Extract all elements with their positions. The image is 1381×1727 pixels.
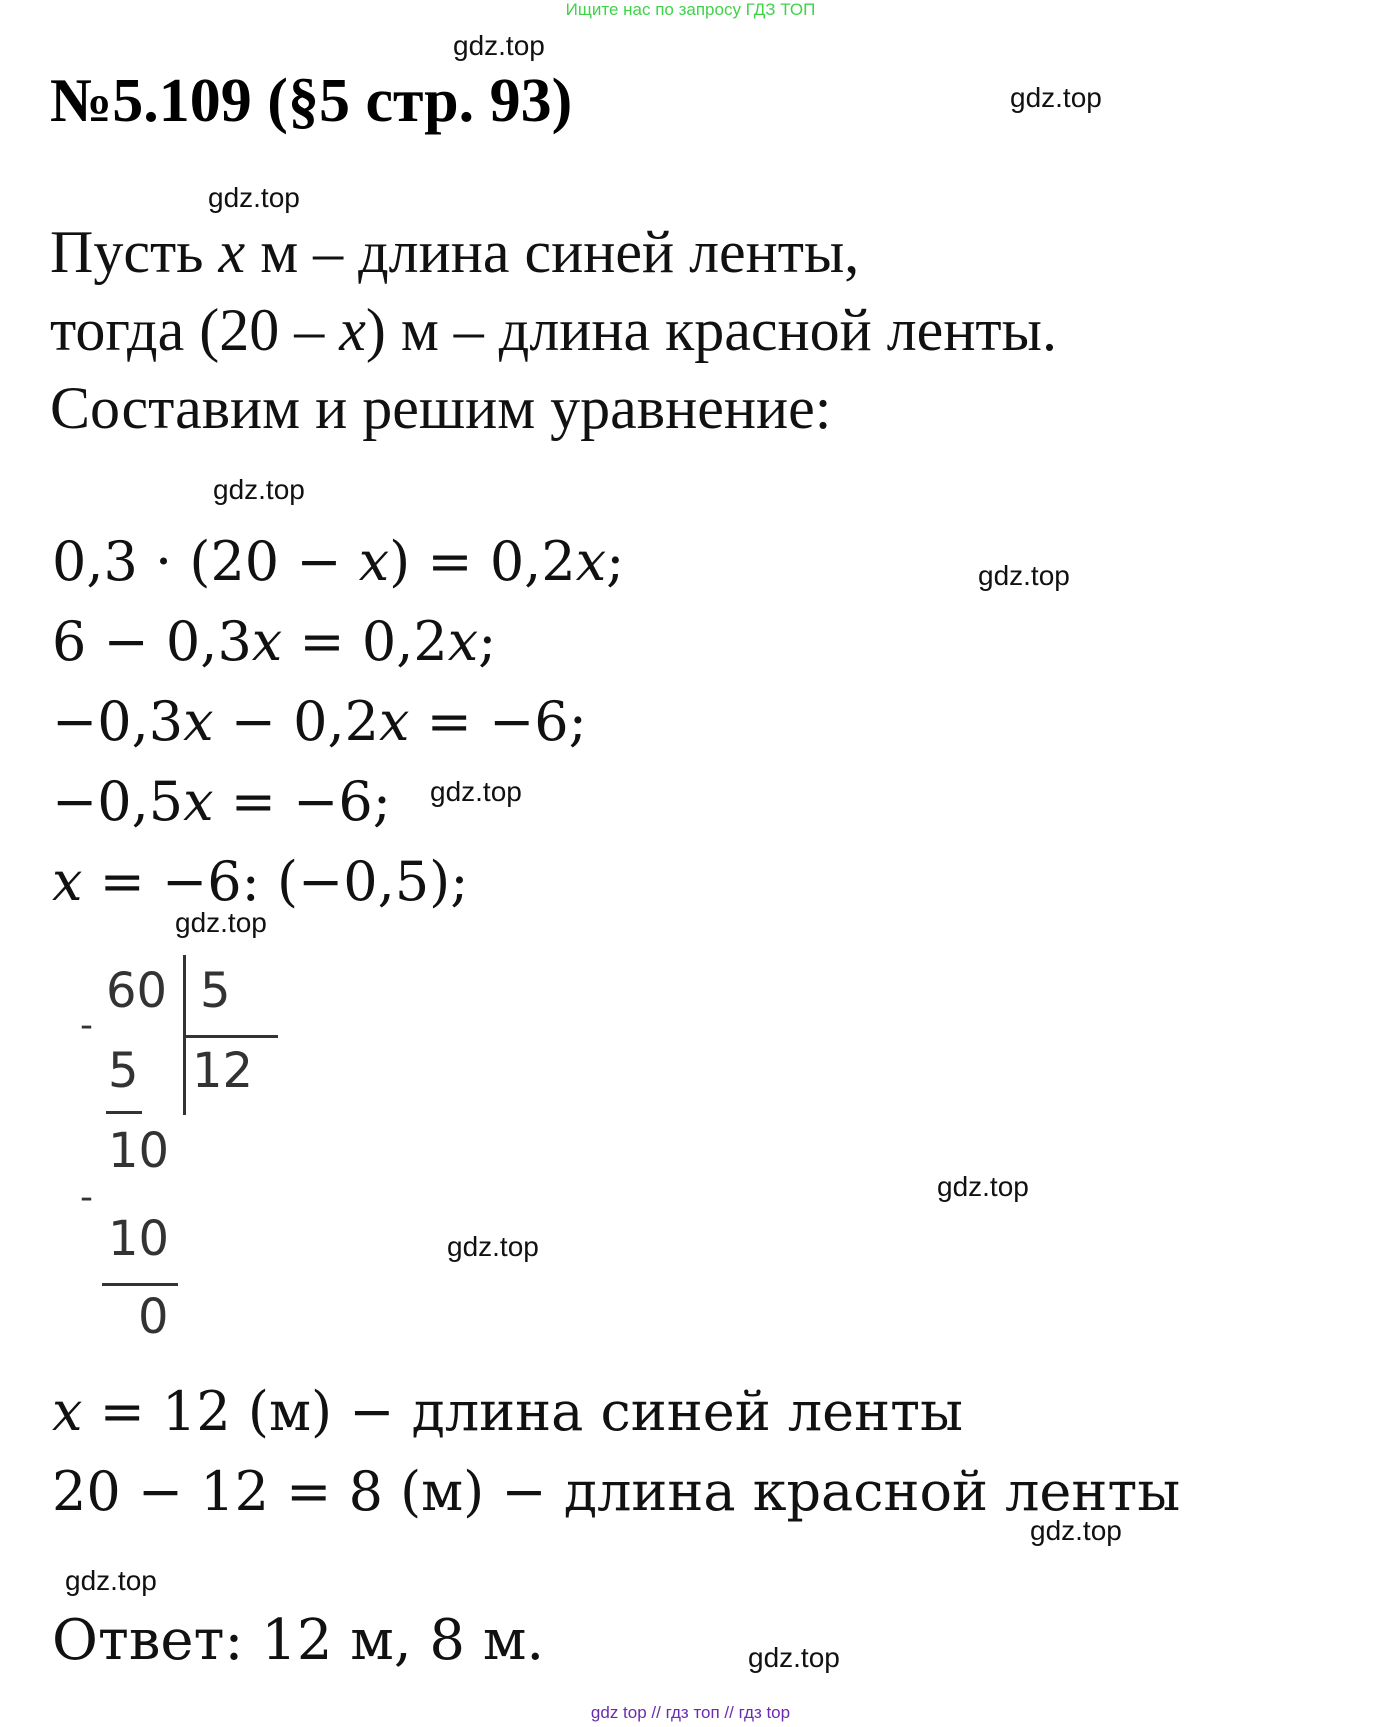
equation-1: 0,3 · (20 − 𝑥) = 0,2𝑥;: [52, 530, 625, 593]
equation-2: 6 − 0,3𝑥 = 0,2𝑥;: [52, 610, 497, 673]
division-rule-2: [102, 1283, 178, 1286]
watermark: gdz.top: [208, 182, 300, 213]
watermark: gdz.top: [453, 30, 545, 61]
answer: Ответ: 12 м, 8 м.: [52, 1608, 545, 1673]
long-division: [80, 955, 300, 1345]
watermark: gdz.top: [213, 474, 305, 505]
division-dividend: 60: [106, 963, 168, 1019]
division-quotient-bar: [183, 1035, 278, 1038]
problem-title: №5.109 (§5 стр. 93): [50, 67, 573, 135]
intro-line-3: Составим и решим уравнение:: [50, 375, 832, 441]
minus-sign: -: [80, 1177, 93, 1218]
intro-line-2: тогда (20 – x) м – длина красной ленты.: [50, 297, 1057, 363]
watermark: gdz.top: [748, 1642, 840, 1673]
minus-sign: -: [80, 1005, 93, 1046]
watermark: gdz.top: [447, 1231, 539, 1262]
division-final-remainder: 0: [138, 1289, 169, 1345]
footer: gdz top // гдз топ // гдз top: [590, 1703, 791, 1722]
top-banner: Ищите нас по запросу ГДЗ ТОП: [565, 0, 816, 19]
division-step1-remainder: 10: [108, 1123, 170, 1179]
result-red: 20 − 12 = 8 (м) − длина красной ленты: [52, 1460, 1181, 1523]
watermark: gdz.top: [1030, 1515, 1122, 1546]
result-blue: 𝑥 = 12 (м) − длина синей ленты: [52, 1380, 963, 1443]
watermark: gdz.top: [175, 907, 267, 938]
watermark: gdz.top: [430, 776, 522, 807]
equation-5: 𝑥 = −6: (−0,5);: [52, 850, 469, 913]
division-divisor: 5: [200, 963, 231, 1019]
watermark: gdz.top: [978, 560, 1070, 591]
watermark: gdz.top: [1010, 82, 1102, 113]
intro-line-1: Пусть x м – длина синей ленты,: [50, 219, 860, 285]
watermark: gdz.top: [937, 1171, 1029, 1202]
division-rule-1: [106, 1111, 142, 1114]
division-step2-sub: 10: [108, 1211, 170, 1267]
equation-4: −0,5𝑥 = −6;: [52, 770, 391, 833]
division-quotient: 12: [192, 1043, 254, 1099]
division-step1-sub: 5: [108, 1043, 139, 1099]
watermark: gdz.top: [65, 1565, 157, 1596]
equation-3: −0,3𝑥 − 0,2𝑥 = −6;: [52, 690, 587, 753]
